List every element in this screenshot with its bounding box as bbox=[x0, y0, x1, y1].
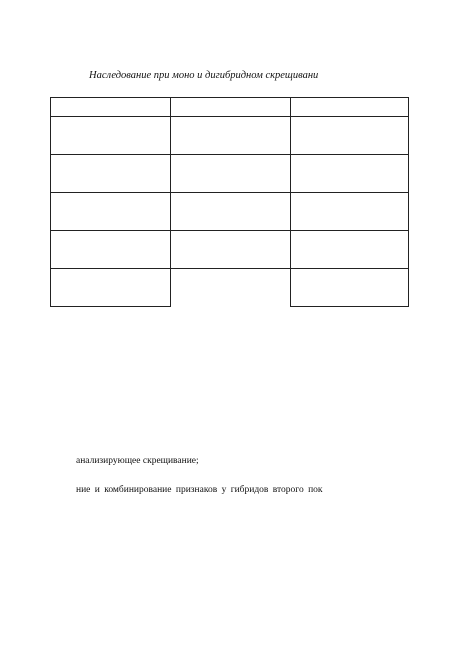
table-cell bbox=[50, 268, 171, 307]
paragraph-analyzing-cross: анализирующее скрещивание; bbox=[76, 456, 199, 466]
table-cell bbox=[170, 230, 291, 269]
table-cell bbox=[290, 116, 409, 155]
table-cell bbox=[290, 154, 409, 193]
table-header-cell bbox=[290, 97, 409, 117]
table-cell bbox=[290, 192, 409, 231]
table-cell bbox=[170, 192, 291, 231]
paragraph-trait-combination: ние и комбинирование признаков у гибридов второго пок bbox=[76, 485, 323, 495]
table-header-cell bbox=[50, 97, 171, 117]
table-cell bbox=[50, 230, 171, 269]
table-header-cell bbox=[170, 97, 291, 117]
table-cell-open bbox=[290, 268, 409, 307]
table-cell bbox=[290, 230, 409, 269]
table-cell bbox=[170, 154, 291, 193]
table-cell bbox=[50, 116, 171, 155]
empty-table bbox=[50, 97, 409, 307]
table-cell bbox=[170, 116, 291, 155]
table-cell bbox=[50, 154, 171, 193]
table-cell bbox=[50, 192, 171, 231]
page-title: Наследование при моно и дигибридном скрещивани bbox=[89, 70, 319, 81]
